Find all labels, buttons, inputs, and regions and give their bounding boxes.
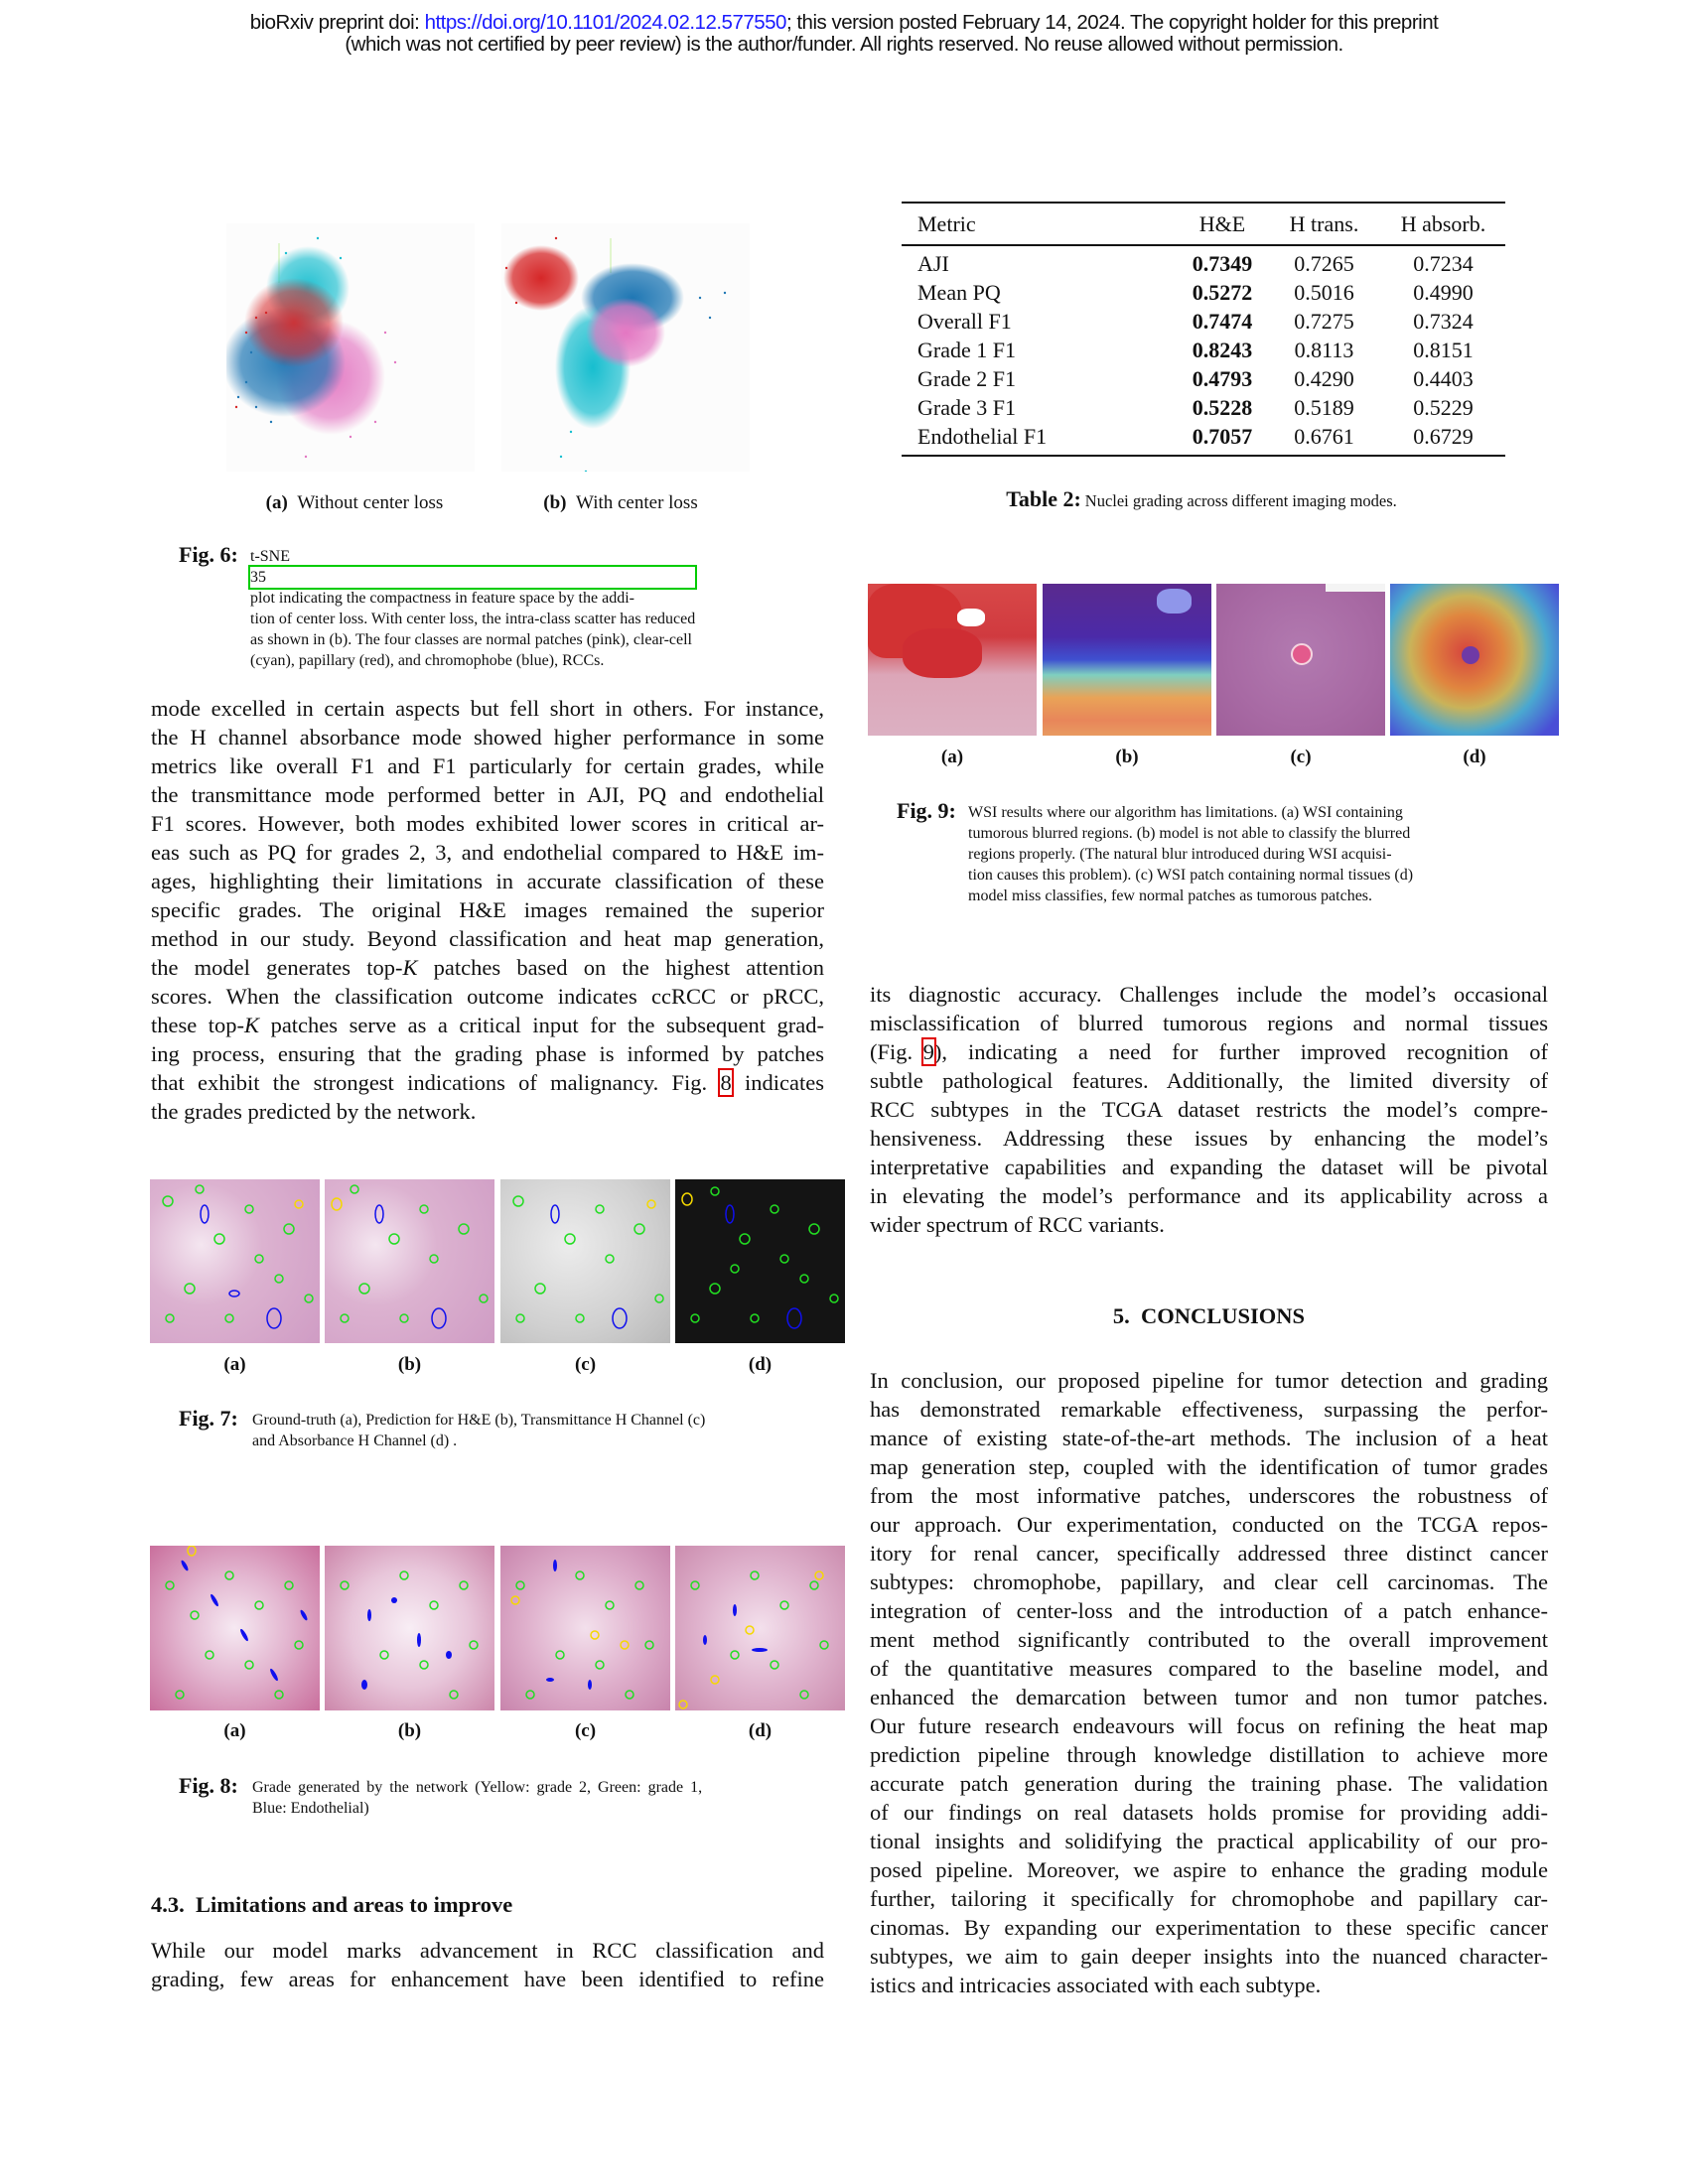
header-habsorb: H absorb.: [1400, 211, 1486, 236]
fig8-sublabel-a: (a): [223, 1720, 246, 1741]
table-bottom-rule: [902, 455, 1505, 457]
nuclei-overlay-b: [325, 1179, 494, 1343]
table2-container: [902, 202, 1505, 457]
grade-overlay-a: [150, 1546, 320, 1710]
fig6-caption: [179, 542, 794, 669]
fig6-sublabel-a: (a) Without center loss: [265, 492, 444, 513]
fig9-image-d: [1390, 584, 1559, 736]
nuclei-overlay-c: [500, 1179, 670, 1343]
fig8-sublabel-d: (d): [748, 1720, 773, 1741]
citation-link-35[interactable]: 35: [250, 567, 695, 588]
body-paragraph-right-1: its diagnostic accuracy. Challenges include the model’s occasional misclassification of blurred tumorous regions and normal tissues (Fig. 9), indicating a need for further improved recognition of subtle pathological features. Additionally, the limited diversity of RCC subtypes in the TCGA dataset restricts the model’s compre- hensiveness. Addressing these issues by enhancing the model’s interpretative capabilities and expanding the dataset will be pivotal in elevating the model’s performance and its applicability across a wider spectrum of RCC variants.: [870, 982, 1549, 1237]
header-htrans: H trans.: [1289, 211, 1359, 236]
fig8-label: Fig. 8:: [179, 1773, 238, 1798]
fig9-label: Fig. 9:: [897, 798, 956, 823]
table-row: Mean PQ 0.5272 0.5016 0.4990: [917, 279, 1474, 305]
grade-overlay-c: [500, 1546, 670, 1710]
fig9-sublabel-a: (a): [940, 747, 964, 767]
grade-overlay-b: [325, 1546, 494, 1710]
doi-link[interactable]: https://doi.org/10.1101/2024.02.12.577550: [424, 11, 786, 34]
scatter-plot-a: [226, 223, 475, 472]
header-he: H&E: [1198, 211, 1246, 236]
fig8-image-d: [675, 1546, 845, 1710]
fig8-sublabel-c: (c): [574, 1720, 597, 1741]
nuclei-overlay-d: [675, 1179, 845, 1343]
fig6-caption-line-2: tion of center loss. With center loss, the intra-class scatter has reduced: [250, 611, 696, 627]
nuclei-grading-table-body: [902, 249, 1505, 451]
conclusions-paragraph: In conclusion, our proposed pipeline for tumor detection and grading has demonstrated remarkable effectiveness, surpassing the perfor- mance of existing state-of-the-art methods. The inclusion of a heat map generation step, coupled with the identification of tumor grades from the most informative patches, underscores the robustness of our approach. Our experimentation, conducted on the TCGA repos- itory for renal cancer, specifically addressed three distinct cancer subtypes: chromophobe, papillary, and clear cell carcinomas. The integration of center-loss and the introduction of a patch enhance- ment method significantly contributed to the overall improvement of the quantitative measures compared to the baseline model, and enhanced the demarcation between tumor and non tumor patches. Our future research endeavours will focus on refining the heat map prediction pipeline through knowledge distillation to achieve more accurate patch generation during the training phase. The validation of our findings on real datasets holds promise for providing addi- tional insights and solidifying the practical applicability of our pro- posed pipeline. Moreover, we aspire to enhance the grading module further, tailoring it specifically for chromophobe and papillary car- cinomas. By expanding our experimentation to these specific cancer subtypes, we aim to gain deeper insights into the nuanced character- istics and intricacies associated with each subtype.: [870, 1368, 1548, 1997]
fig6-caption-line-4: (cyan), papillary (red), and chromophobe (blue), RCCs.: [250, 652, 605, 669]
grade-overlay-d: [675, 1546, 845, 1710]
fig7-label: Fig. 7:: [179, 1406, 238, 1431]
fig7-sublabel-b: (b): [397, 1354, 422, 1375]
fig6-caption-line-1: t-SNE 35 plot indicating the compactness in feature space by the addi-: [250, 546, 695, 609]
table-mid-rule: [902, 244, 1505, 246]
tsne-plot-without-center-loss: [226, 223, 475, 472]
fig8-sublabel-b: (b): [397, 1720, 422, 1741]
preprint-header: [0, 12, 1688, 56]
fig8-image-c: [500, 1546, 670, 1710]
fig9-image-b: [1043, 584, 1211, 736]
table-header-row: [902, 206, 1505, 242]
figure-link-9[interactable]: 9: [922, 1039, 934, 1064]
fig7-image-b: [325, 1179, 494, 1343]
section-4-3-heading: 4.3. Limitations and areas to improve: [151, 1892, 513, 1917]
fig7-sublabel-a: (a): [223, 1354, 246, 1375]
fig6-caption-line-3: as shown in (b). The four classes are normal patches (pink), clear-cell: [250, 631, 692, 648]
table-row: AJI 0.7349 0.7265 0.7234: [917, 250, 1474, 276]
nuclei-overlay-a: [150, 1179, 320, 1343]
fig9-image-c: [1216, 584, 1385, 736]
section-4-3-paragraph: While our model marks advancement in RCC classification and grading, few areas for enhancement have been identified to refine: [151, 1938, 824, 1991]
scatter-plot-b: [501, 223, 750, 472]
fig7-caption: Fig. 7: Ground-truth (a), Prediction for H&E (b), Transmittance H Channel (c) and Absorbance H Channel (d) .: [179, 1406, 706, 1449]
fig6-label: Fig. 6:: [179, 542, 238, 567]
fig9-caption: Fig. 9: WSI results where our algorithm has limitations. (a) WSI containing tumorous blurred regions. (b) model is not able to classify the blurred regions properly. (The natural blur introduced during WSI acquisi- tion causes this problem). (c) WSI patch containing normal tissues (d) model miss classifies, few normal patches as tumorous patches.: [897, 798, 1414, 904]
fig8-caption: Fig. 8: Grade generated by the network (Yellow: grade 2, Green: grade 1, Blue: Endothelial): [179, 1773, 703, 1817]
figure-link-8[interactable]: 8: [720, 1070, 732, 1095]
fig8-image-b: [325, 1546, 494, 1710]
header-metric: Metric: [917, 211, 976, 236]
header-line-1: bioRxiv preprint doi: https://doi.org/10.1101/2024.02.12.577550; this version posted February 14, 2024. The copyright holder for this preprint: [249, 11, 1439, 34]
fig9-sublabel-b: (b): [1115, 747, 1139, 767]
fig9-sublabel-c: (c): [1290, 747, 1312, 767]
fig8-image-a: [150, 1546, 320, 1710]
fig6-sublabel-b: (b) With center loss: [543, 492, 698, 513]
section-5-heading: 5. CONCLUSIONS: [1112, 1303, 1306, 1328]
table2-label: Table 2:: [1006, 486, 1081, 511]
fig7-sublabel-c: (c): [574, 1354, 597, 1375]
table2-caption: Table 2: Nuclei grading across different imaging modes.: [1006, 486, 1397, 511]
tsne-plot-with-center-loss: [501, 223, 750, 472]
nuclei-grading-table: [902, 206, 1505, 242]
body-paragraph-left-1: mode excelled in certain aspects but fell short in others. For instance, the H channel absorbance mode showed higher performance in some metrics like overall F1 and F1 particularly for certain grades, while the transmittance mode performed better in AJI, PQ and endothelial F1 scores. However, both modes exhibited lower scores in critical ar- eas such as PQ for grades 2, 3, and endothelial compared to H&E im- ages, highlighting their limitations in accurate classification of these specific grades. The original H&E images remained the superior method in our study. Beyond classification and heat map generation, the model generates top-K patches based on the highest attention scores. When the classification outcome indicates ccRCC or pRCC, these top-K patches serve as a critical input for the subsequent grad- ing process, ensuring that the grading phase is informed by patches that exhibit the strongest indications of malignancy. Fig. 8 indicates the grades predicted by the network.: [151, 696, 824, 1124]
fig7-image-a: [150, 1179, 320, 1343]
table-row: Grade 2 F1 0.4793 0.4290 0.4403: [917, 365, 1474, 391]
table-row: Endothelial F1 0.7057 0.6761 0.6729: [917, 423, 1474, 449]
table-top-rule: [902, 202, 1505, 204]
fig7-sublabel-d: (d): [748, 1354, 773, 1375]
table-row: Grade 1 F1 0.8243 0.8113 0.8151: [917, 337, 1474, 362]
fig7-image-d: [675, 1179, 845, 1343]
fig7-image-c: [500, 1179, 670, 1343]
fig9-image-a: [868, 584, 1037, 736]
fig9-sublabel-d: (d): [1463, 747, 1486, 767]
header-line-2: (which was not certified by peer review) is the author/funder. All rights reserved. No reuse allowed without permission.: [345, 33, 1343, 56]
table-row: Grade 3 F1 0.5228 0.5189 0.5229: [917, 394, 1474, 420]
table-row: Overall F1 0.7474 0.7275 0.7324: [917, 308, 1474, 334]
